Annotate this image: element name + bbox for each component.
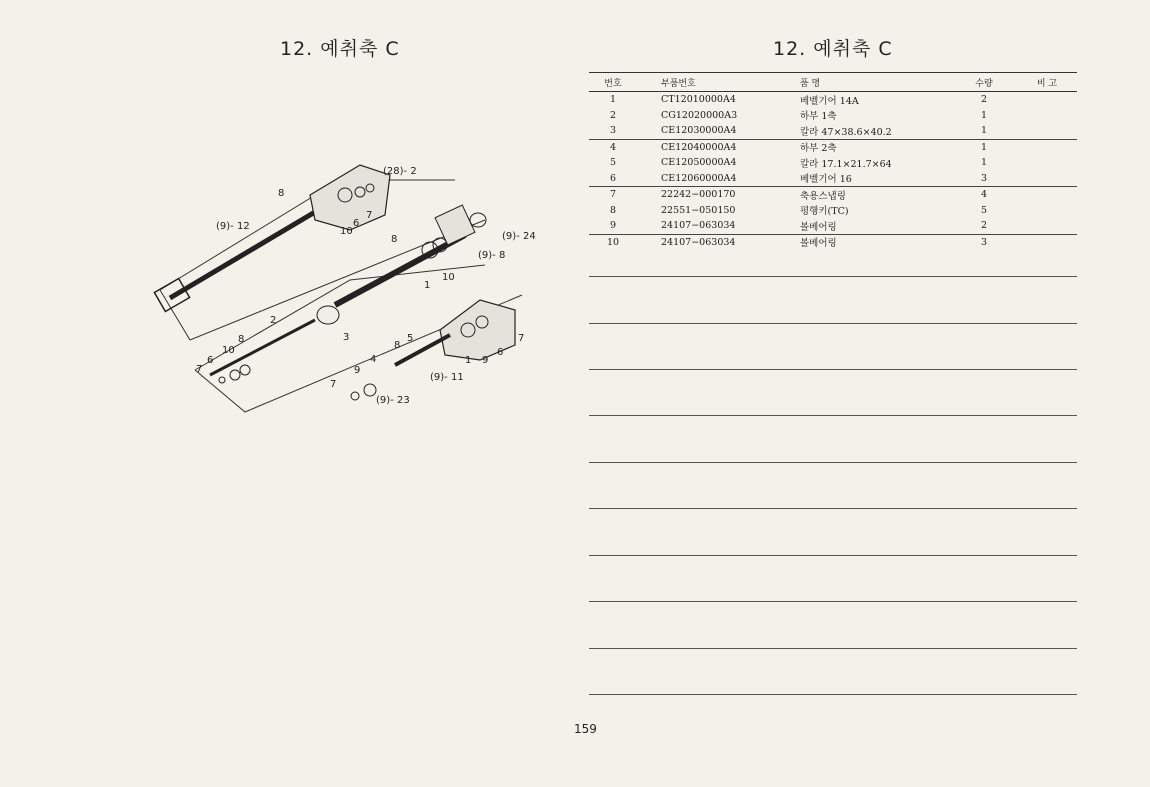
blank-rule <box>589 601 1077 602</box>
row-quantity: 5 <box>980 204 988 216</box>
blank-rule <box>589 323 1077 324</box>
diagram-page-title: 12. 예취축 C <box>280 38 400 60</box>
row-part-name: 볼베어링 <box>792 218 951 234</box>
callout-6-top: 6 <box>353 218 360 229</box>
header-number: 번호 <box>589 73 637 92</box>
middle-shaft <box>335 235 465 305</box>
blank-rule <box>589 369 1077 370</box>
callout-9-bottom: 9 <box>354 365 361 376</box>
row-part-number: 22242−000170 <box>661 189 736 201</box>
row-part-number: 24107−063034 <box>637 218 792 234</box>
blank-rule <box>589 415 1077 416</box>
right-page <box>575 0 1150 787</box>
row-part-number: CE12030000A4 <box>637 123 792 139</box>
table-row <box>589 108 1077 124</box>
table-header-row <box>589 73 1077 92</box>
row-part-number: CE12060000A4 <box>637 171 792 187</box>
bearing-24 <box>470 213 486 227</box>
row-number: 2 <box>609 109 617 121</box>
blank-rule <box>589 694 1077 695</box>
callout-6-right: 6 <box>497 347 504 358</box>
row-part-number: 24107−063034 <box>661 236 736 248</box>
table-row <box>589 218 1077 234</box>
callout-9-8: (9)- 8 <box>478 250 506 261</box>
callout-10-top: 10 <box>340 226 353 237</box>
row-note <box>1017 139 1077 155</box>
table-row <box>589 234 1077 250</box>
snap-ring-7-bottom <box>351 392 359 400</box>
header-part-number: 부품번호 <box>637 73 792 92</box>
callout-1-bottom: 1 <box>465 355 472 366</box>
callout-7-top: 7 <box>366 210 373 221</box>
callout-28-2: (28)- 2 <box>383 166 417 177</box>
callout-8-bottom: 8 <box>394 340 401 351</box>
blank-rule <box>589 276 1077 277</box>
callout-6-lower: 6 <box>207 355 214 366</box>
row-number: 4 <box>609 141 617 153</box>
parts-diagram-svg <box>150 150 550 420</box>
row-part-name: 칼라 47×38.6×40.2 <box>792 123 951 139</box>
row-number: 10 <box>606 236 620 248</box>
row-part-name: 축용스냅링 <box>800 190 846 202</box>
table-row <box>589 171 1077 187</box>
row-number: 1 <box>609 94 617 106</box>
row-note <box>1017 203 1077 219</box>
row-quantity: 2 <box>951 218 1017 234</box>
blank-rule <box>589 648 1077 649</box>
row-quantity: 1 <box>980 141 988 153</box>
callout-7-bottom: 7 <box>330 379 337 390</box>
row-note <box>1017 123 1077 139</box>
blank-rule <box>589 462 1077 463</box>
row-part-number: CE12040000A4 <box>661 141 737 153</box>
callout-7-lower: 7 <box>196 364 203 375</box>
row-quantity: 2 <box>980 94 988 106</box>
row-number: 7 <box>609 189 617 201</box>
blank-rule <box>589 555 1077 556</box>
middle-gear-housing <box>435 205 475 245</box>
callout-3: 3 <box>343 332 350 343</box>
row-part-name: 하부 1축 <box>800 111 837 123</box>
table-row <box>589 155 1077 171</box>
blank-rule <box>589 508 1077 509</box>
header-part-name: 품 명 <box>792 73 951 92</box>
page-number: 159 <box>574 722 597 736</box>
lower-shaft-part-4 <box>395 335 450 365</box>
row-note <box>1017 187 1077 203</box>
row-note <box>1017 92 1077 108</box>
lower-gearbox <box>440 300 515 360</box>
row-quantity: 3 <box>951 171 1017 187</box>
callout-2: 2 <box>270 315 277 326</box>
row-part-number: CT12010000A4 <box>661 94 736 106</box>
row-number: 5 <box>609 157 617 169</box>
row-part-number: CG12020000A3 <box>661 109 738 121</box>
callout-10-lower: 10 <box>222 345 235 356</box>
callout-9-12: (9)- 12 <box>216 221 250 232</box>
table-row <box>589 203 1077 219</box>
row-note <box>1017 171 1077 187</box>
row-part-name: 칼라 17.1×21.7×64 <box>800 158 892 170</box>
callout-1-middle: 1 <box>424 280 431 291</box>
row-number: 9 <box>589 218 637 234</box>
collar-part-3 <box>317 306 339 324</box>
table-row <box>589 187 1077 203</box>
table-row <box>589 92 1077 108</box>
row-part-name: 볼베어링 <box>800 238 837 250</box>
upper-gearbox <box>310 165 390 230</box>
row-part-name: 평행키(TC) <box>800 206 849 218</box>
callout-5: 5 <box>407 333 414 344</box>
callout-9-23: (9)- 23 <box>376 395 410 406</box>
bearing-9-lower <box>364 384 376 396</box>
callout-4: 4 <box>370 354 377 365</box>
exploded-parts-diagram <box>150 150 550 420</box>
row-part-name: 하부 2축 <box>800 143 837 155</box>
row-quantity: 1 <box>951 123 1017 139</box>
row-quantity: 1 <box>980 157 988 169</box>
bearing-10-lower <box>240 365 250 375</box>
callout-7-right: 7 <box>518 333 525 344</box>
row-note <box>1017 108 1077 124</box>
row-quantity: 4 <box>980 189 988 201</box>
callout-8-top: 8 <box>278 188 285 199</box>
callout-9-11: (9)- 11 <box>430 372 464 383</box>
row-note <box>1017 218 1077 234</box>
row-part-name: 베벨기어 16 <box>792 171 951 187</box>
callout-10-middle: 10 <box>442 272 455 283</box>
row-number: 8 <box>609 204 617 216</box>
table-row <box>589 139 1077 155</box>
row-quantity: 1 <box>980 109 988 121</box>
row-part-name: 베벨기어 14A <box>800 95 859 107</box>
header-quantity: 수량 <box>951 73 1017 92</box>
row-part-number: 22551−050150 <box>661 204 736 216</box>
callout-8-middle: 8 <box>391 234 398 245</box>
callout-9-right: 9 <box>482 355 489 366</box>
callout-9-24: (9)- 24 <box>502 231 536 242</box>
table-row <box>589 123 1077 139</box>
callout-8-lower: 8 <box>238 334 245 345</box>
row-note <box>1017 155 1077 171</box>
header-note: 비 고 <box>1017 73 1077 92</box>
parts-list-title: 12. 예취축 C <box>773 38 893 60</box>
snap-ring-7-lower <box>219 377 225 383</box>
row-note <box>1017 234 1077 250</box>
parts-table <box>589 72 1077 250</box>
row-number: 3 <box>589 123 637 139</box>
bevel-gear-6-lower <box>230 370 240 380</box>
row-part-number: CE12050000A4 <box>661 157 737 169</box>
row-quantity: 3 <box>980 236 988 248</box>
row-number: 6 <box>589 171 637 187</box>
